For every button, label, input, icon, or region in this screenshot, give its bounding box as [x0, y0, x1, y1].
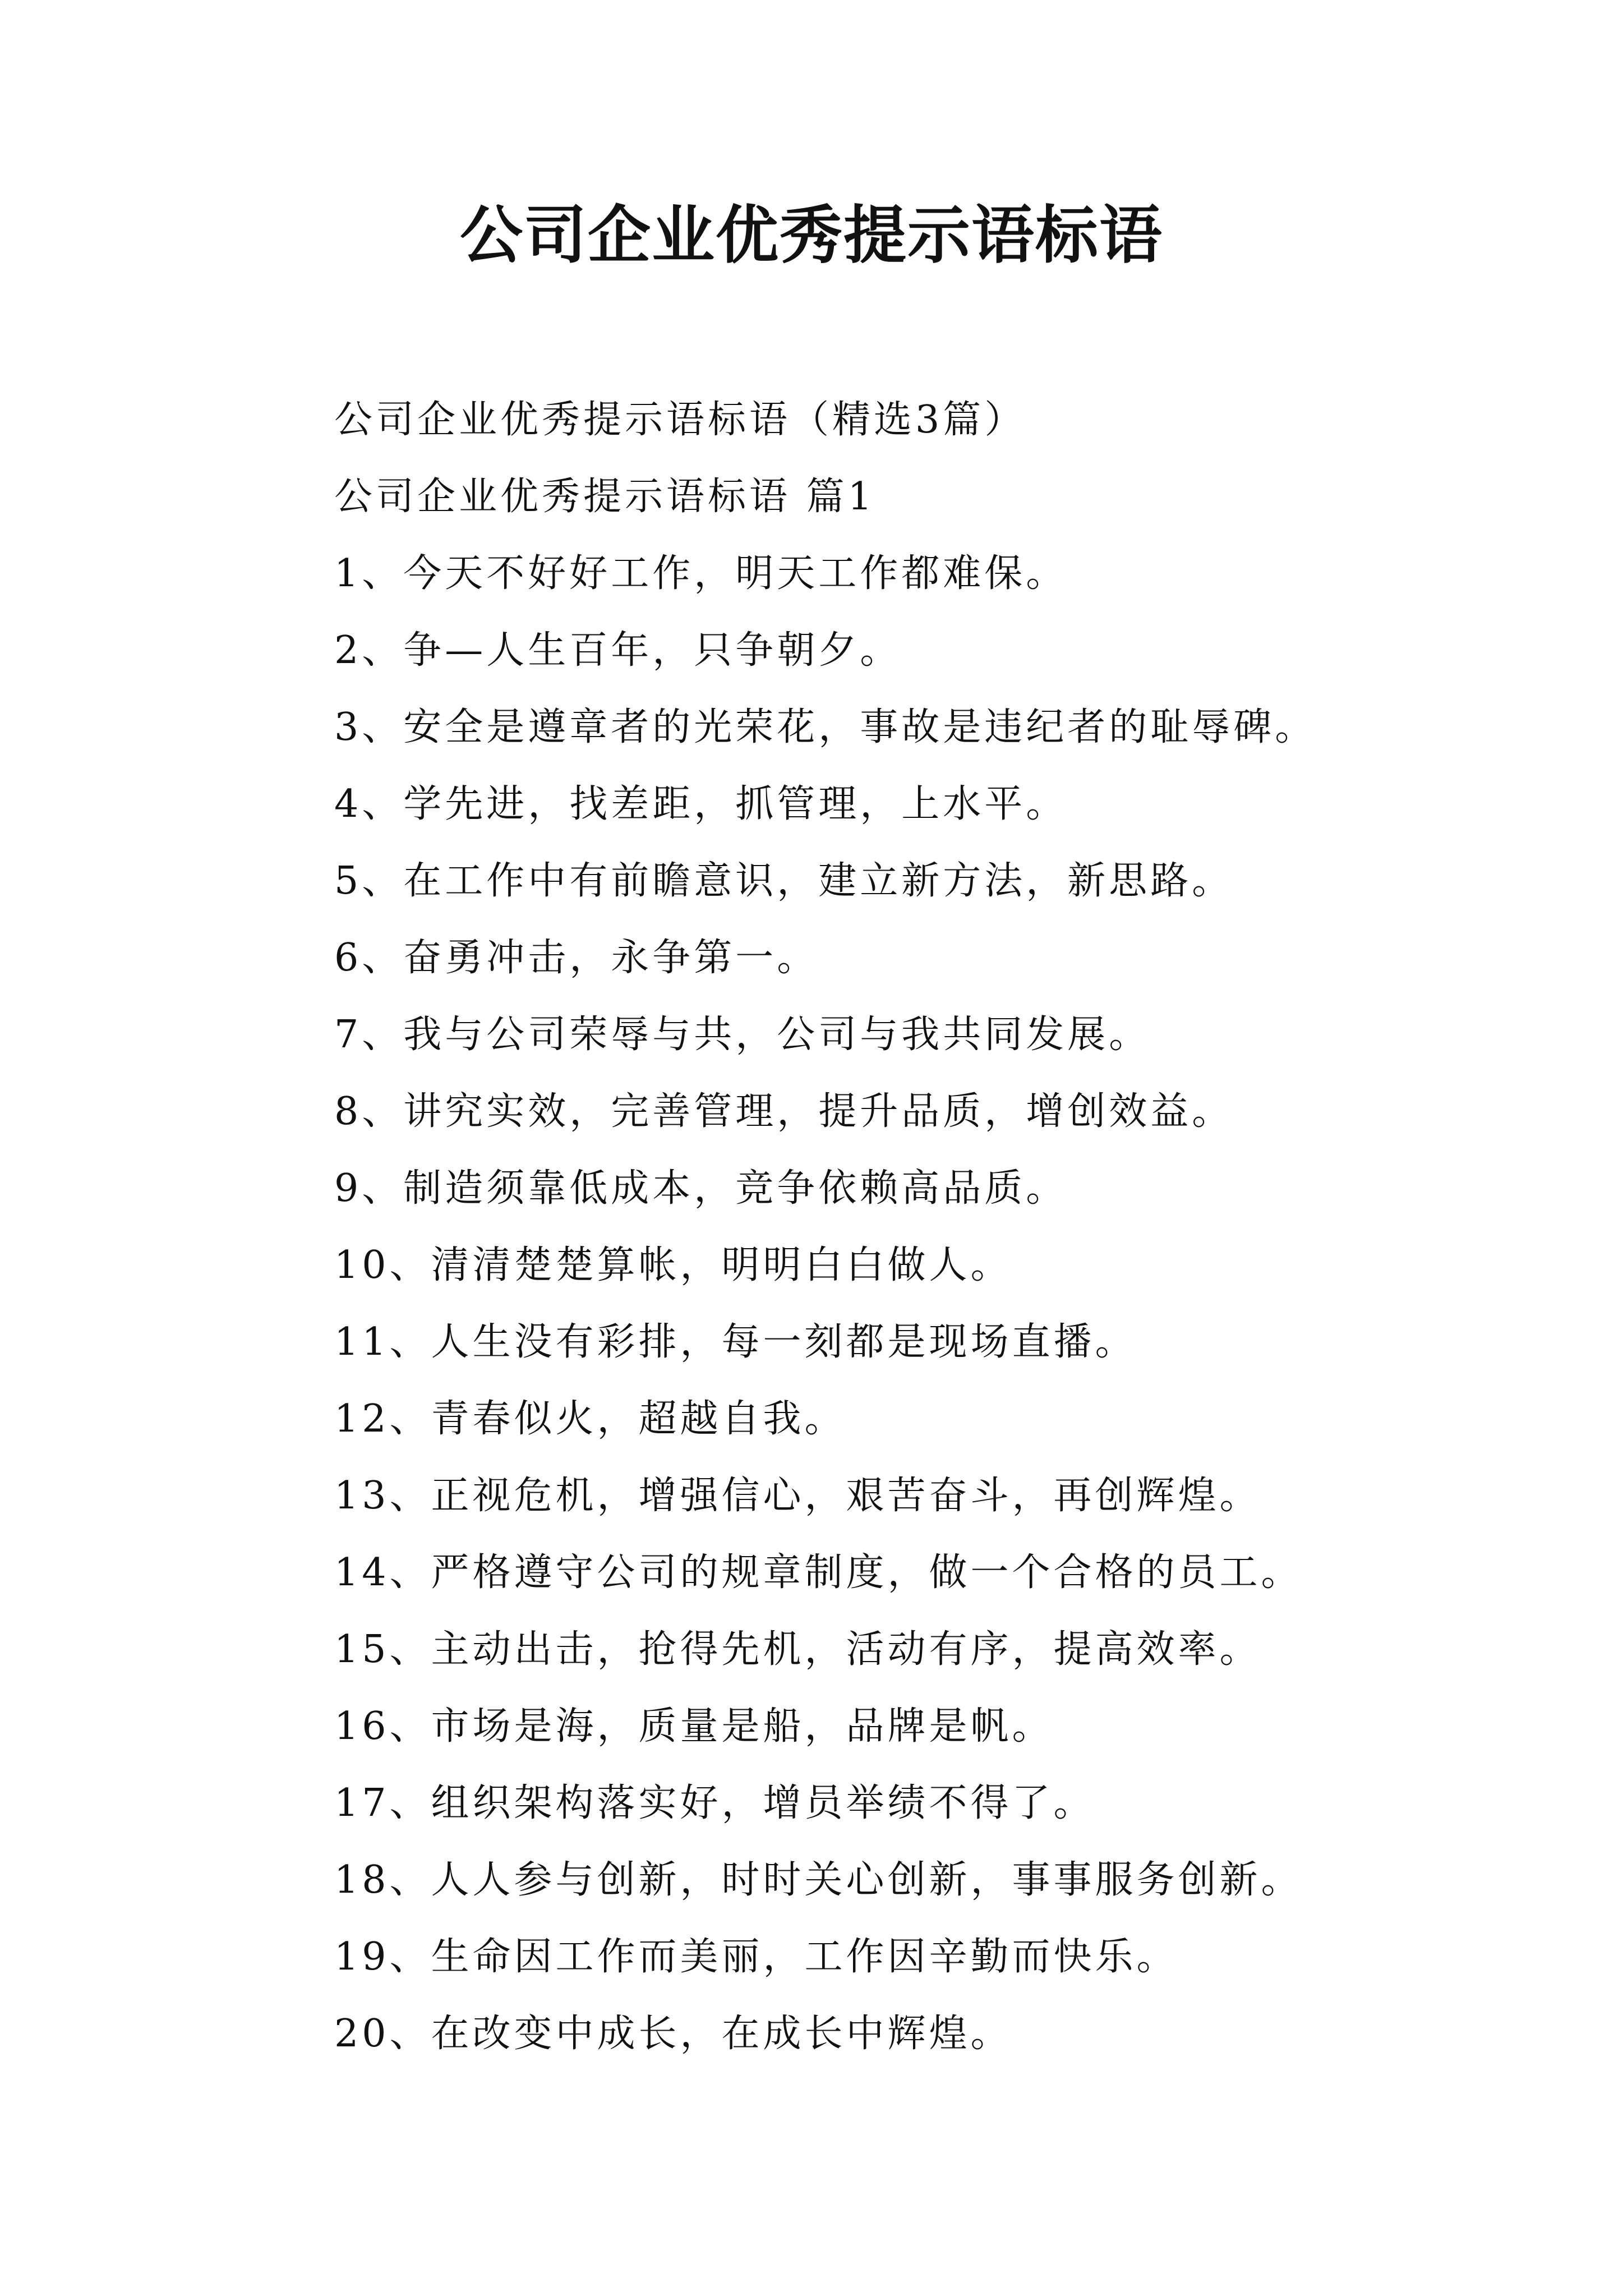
- list-item: 15、主动出击，抢得先机，活动有序，提高效率。: [334, 1627, 1261, 1672]
- list-item: 4、学先进，找差距，抓管理，上水平。: [334, 782, 1068, 826]
- list-item: 5、在工作中有前瞻意识，建立新方法，新思路。: [334, 859, 1234, 903]
- list-item: 7、我与公司荣辱与共，公司与我共同发展。: [334, 1013, 1151, 1057]
- list-item: 17、组织架构落实好，增员举绩不得了。: [334, 1781, 1095, 1825]
- list-item: 9、制造须靠低成本，竞争依赖高品质。: [334, 1166, 1068, 1211]
- list-item: 3、安全是遵章者的光荣花，事故是违纪者的耻辱碑。: [334, 705, 1317, 749]
- list-item: 14、严格遵守公司的规章制度，做一个合格的员工。: [334, 1550, 1303, 1595]
- list-item: 2、争—人生百年，只争朝夕。: [334, 628, 902, 673]
- list-item: 10、清清楚楚算帐，明明白白做人。: [334, 1243, 1012, 1287]
- list-item: 8、讲究实效，完善管理，提升品质，增创效益。: [334, 1089, 1234, 1134]
- list-item: 12、青春似火，超越自我。: [334, 1397, 846, 1441]
- list-item: 18、人人参与创新，时时关心创新，事事服务创新。: [334, 1858, 1303, 1902]
- list-item: 11、人生没有彩排，每一刻都是现场直播。: [334, 1320, 1137, 1364]
- section-heading: 公司企业优秀提示语标语 篇1: [334, 475, 875, 519]
- list-item: 16、市场是海，质量是船，品牌是帆。: [334, 1704, 1054, 1749]
- document-title: 公司企业优秀提示语标语: [460, 199, 1163, 272]
- list-item: 6、奋勇冲击，永争第一。: [334, 936, 819, 980]
- list-item: 20、在改变中成长，在成长中辉煌。: [334, 2012, 1012, 2056]
- list-item: 19、生命因工作而美丽，工作因辛勤而快乐。: [334, 1935, 1178, 1979]
- list-item: 13、正视危机，增强信心，艰苦奋斗，再创辉煌。: [334, 1474, 1261, 1518]
- document-body: [334, 381, 1568, 2072]
- list-item: 1、今天不好好工作，明天工作都难保。: [334, 551, 1068, 596]
- intro-line: 公司企业优秀提示语标语（精选3篇）: [334, 398, 1026, 442]
